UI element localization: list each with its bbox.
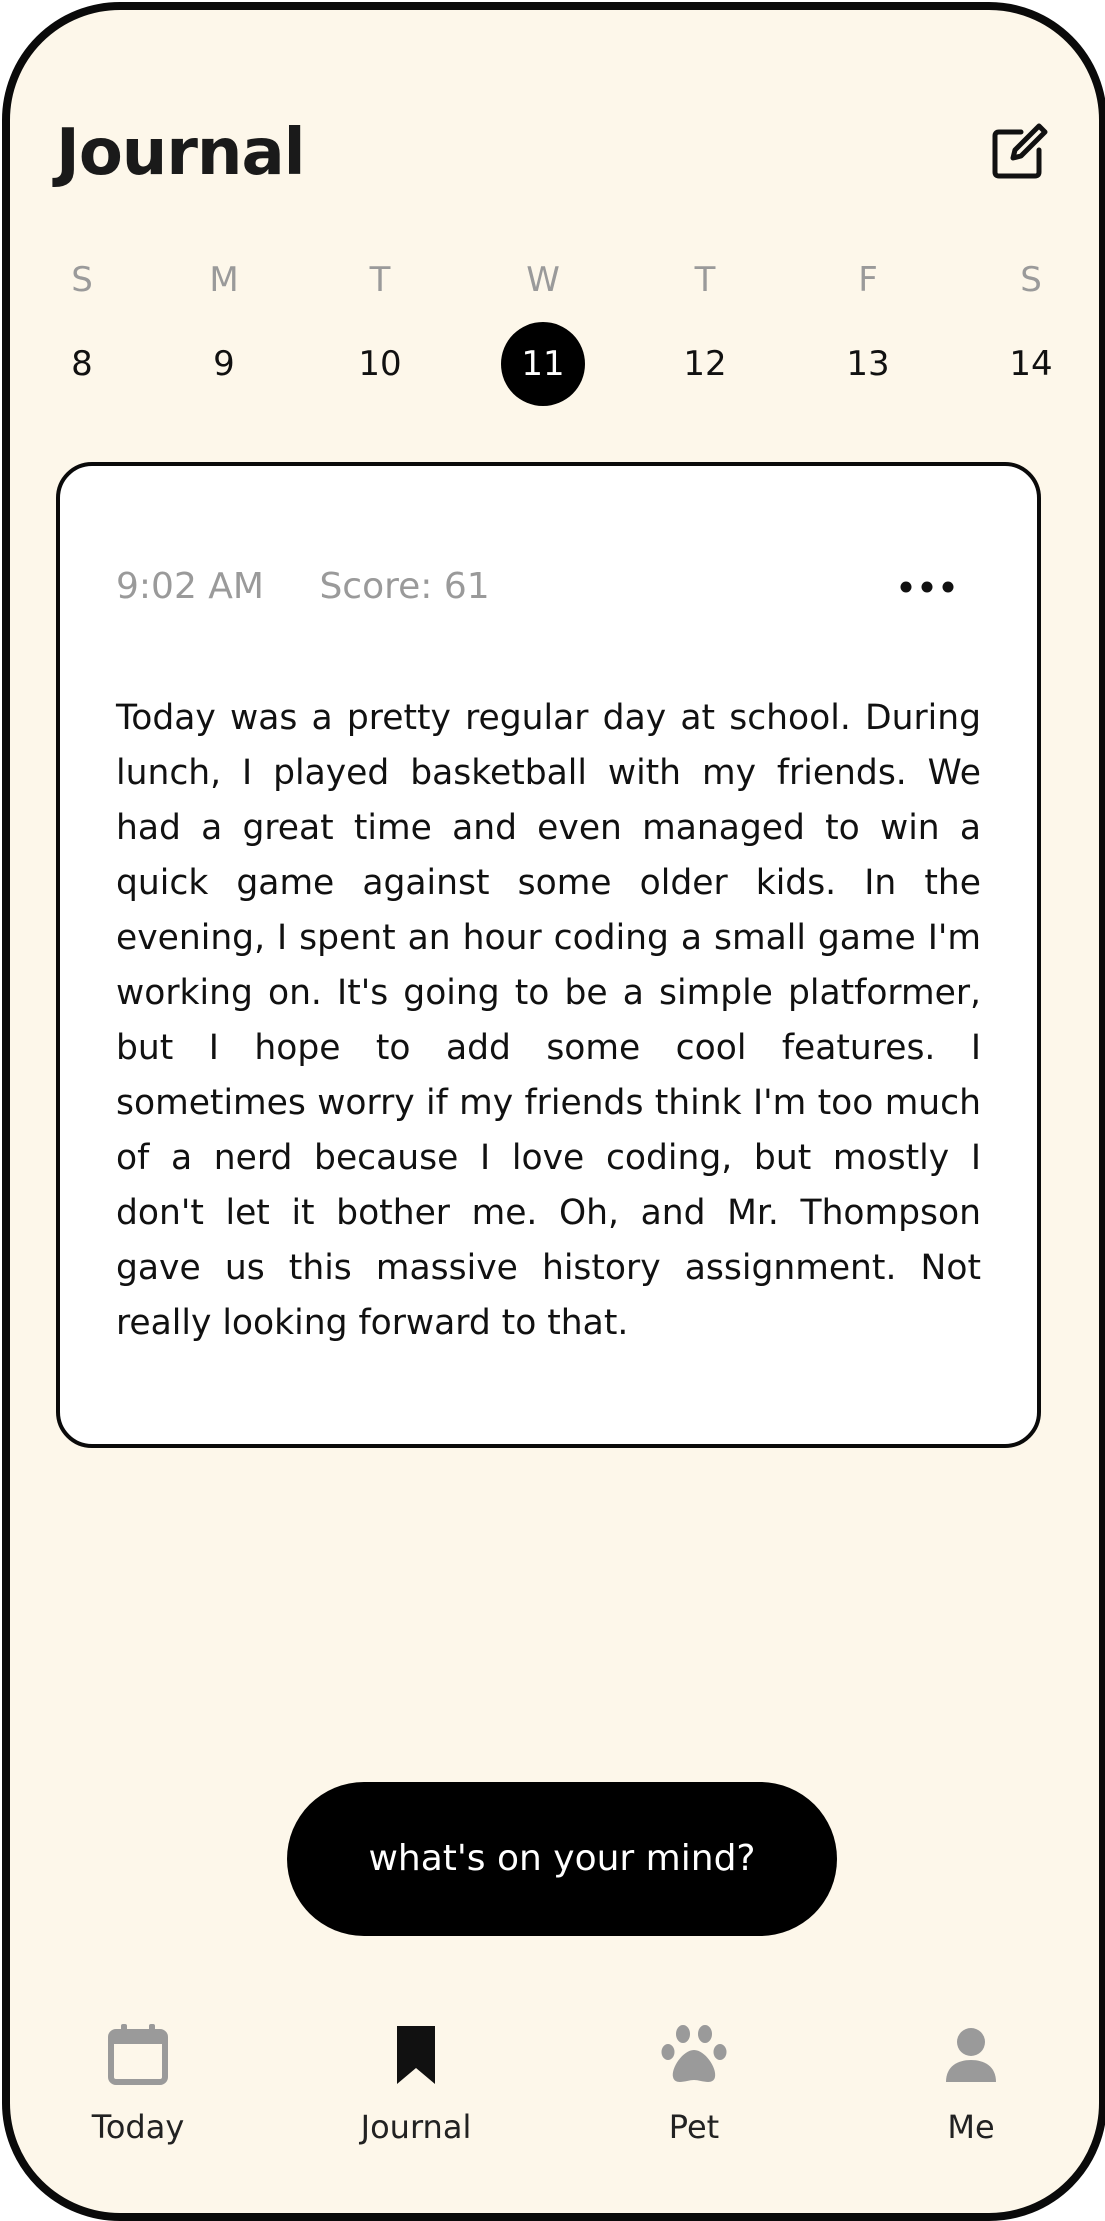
tab-label: Today (91, 2108, 185, 2146)
tab-label: Journal (360, 2108, 472, 2146)
tab-today[interactable] (48, 2020, 228, 2146)
tab-me[interactable] (881, 2020, 1061, 2146)
day-letter: S (71, 260, 93, 300)
paw-icon (659, 2020, 729, 2090)
day-letter: T (694, 260, 716, 300)
day-number: 8 (71, 344, 93, 384)
tab-label: Pet (668, 2108, 720, 2146)
day-tuesday[interactable] (330, 250, 430, 406)
day-thursday[interactable] (655, 250, 755, 406)
day-friday[interactable] (818, 250, 918, 406)
day-letter: M (209, 260, 239, 300)
day-number-selected: 11 (501, 322, 585, 406)
entry-text: Today was a pretty regular day at school. During lunch, I played basketball with my friends. We had a great time and even managed to win a quick game against some older kids. In the evening, I spent an hour coding a small game I'm working on. It's going to be a simple platformer, but I hope to add some cool features. I sometimes worry if my friends think I'm too much of a nerd because I love coding, but mostly I don't let it bother me. Oh, and Mr. Thompson gave us this massive history assignment. Not really looking forward to that. (116, 698, 981, 1343)
entry-meta (116, 566, 534, 607)
day-letter: T (369, 260, 391, 300)
page-title: Journal (56, 116, 305, 190)
week-strip (34, 250, 1075, 410)
tab-pet[interactable] (604, 2020, 784, 2146)
day-monday[interactable] (174, 250, 274, 406)
day-number: 13 (846, 344, 890, 384)
day-wednesday[interactable] (493, 250, 593, 406)
entry-score: Score: 61 (319, 566, 490, 607)
day-number: 12 (683, 344, 727, 384)
bookmark-icon (381, 2020, 451, 2090)
calendar-icon (103, 2020, 173, 2090)
header (56, 108, 1053, 198)
whats-on-your-mind-button[interactable]: what's on your mind? (287, 1782, 837, 1936)
bottom-tab-bar (10, 2020, 1099, 2170)
journal-entry-card[interactable] (56, 462, 1041, 1448)
day-number: 10 (358, 344, 402, 384)
phone-frame (2, 2, 1105, 2221)
day-sunday[interactable] (32, 250, 132, 406)
day-number: 9 (213, 344, 235, 384)
entry-more-button[interactable] (897, 572, 957, 602)
day-saturday[interactable] (981, 250, 1081, 406)
day-number: 14 (1009, 344, 1053, 384)
person-icon (936, 2020, 1006, 2090)
tab-journal[interactable] (326, 2020, 506, 2146)
tab-label: Me (947, 2108, 995, 2146)
more-horizontal-icon (897, 572, 957, 602)
entry-time: 9:02 AM (116, 566, 264, 607)
compose-icon (983, 118, 1053, 188)
day-letter: F (858, 260, 878, 300)
new-entry-button[interactable] (983, 118, 1053, 188)
day-letter: W (526, 260, 560, 300)
day-letter: S (1020, 260, 1042, 300)
